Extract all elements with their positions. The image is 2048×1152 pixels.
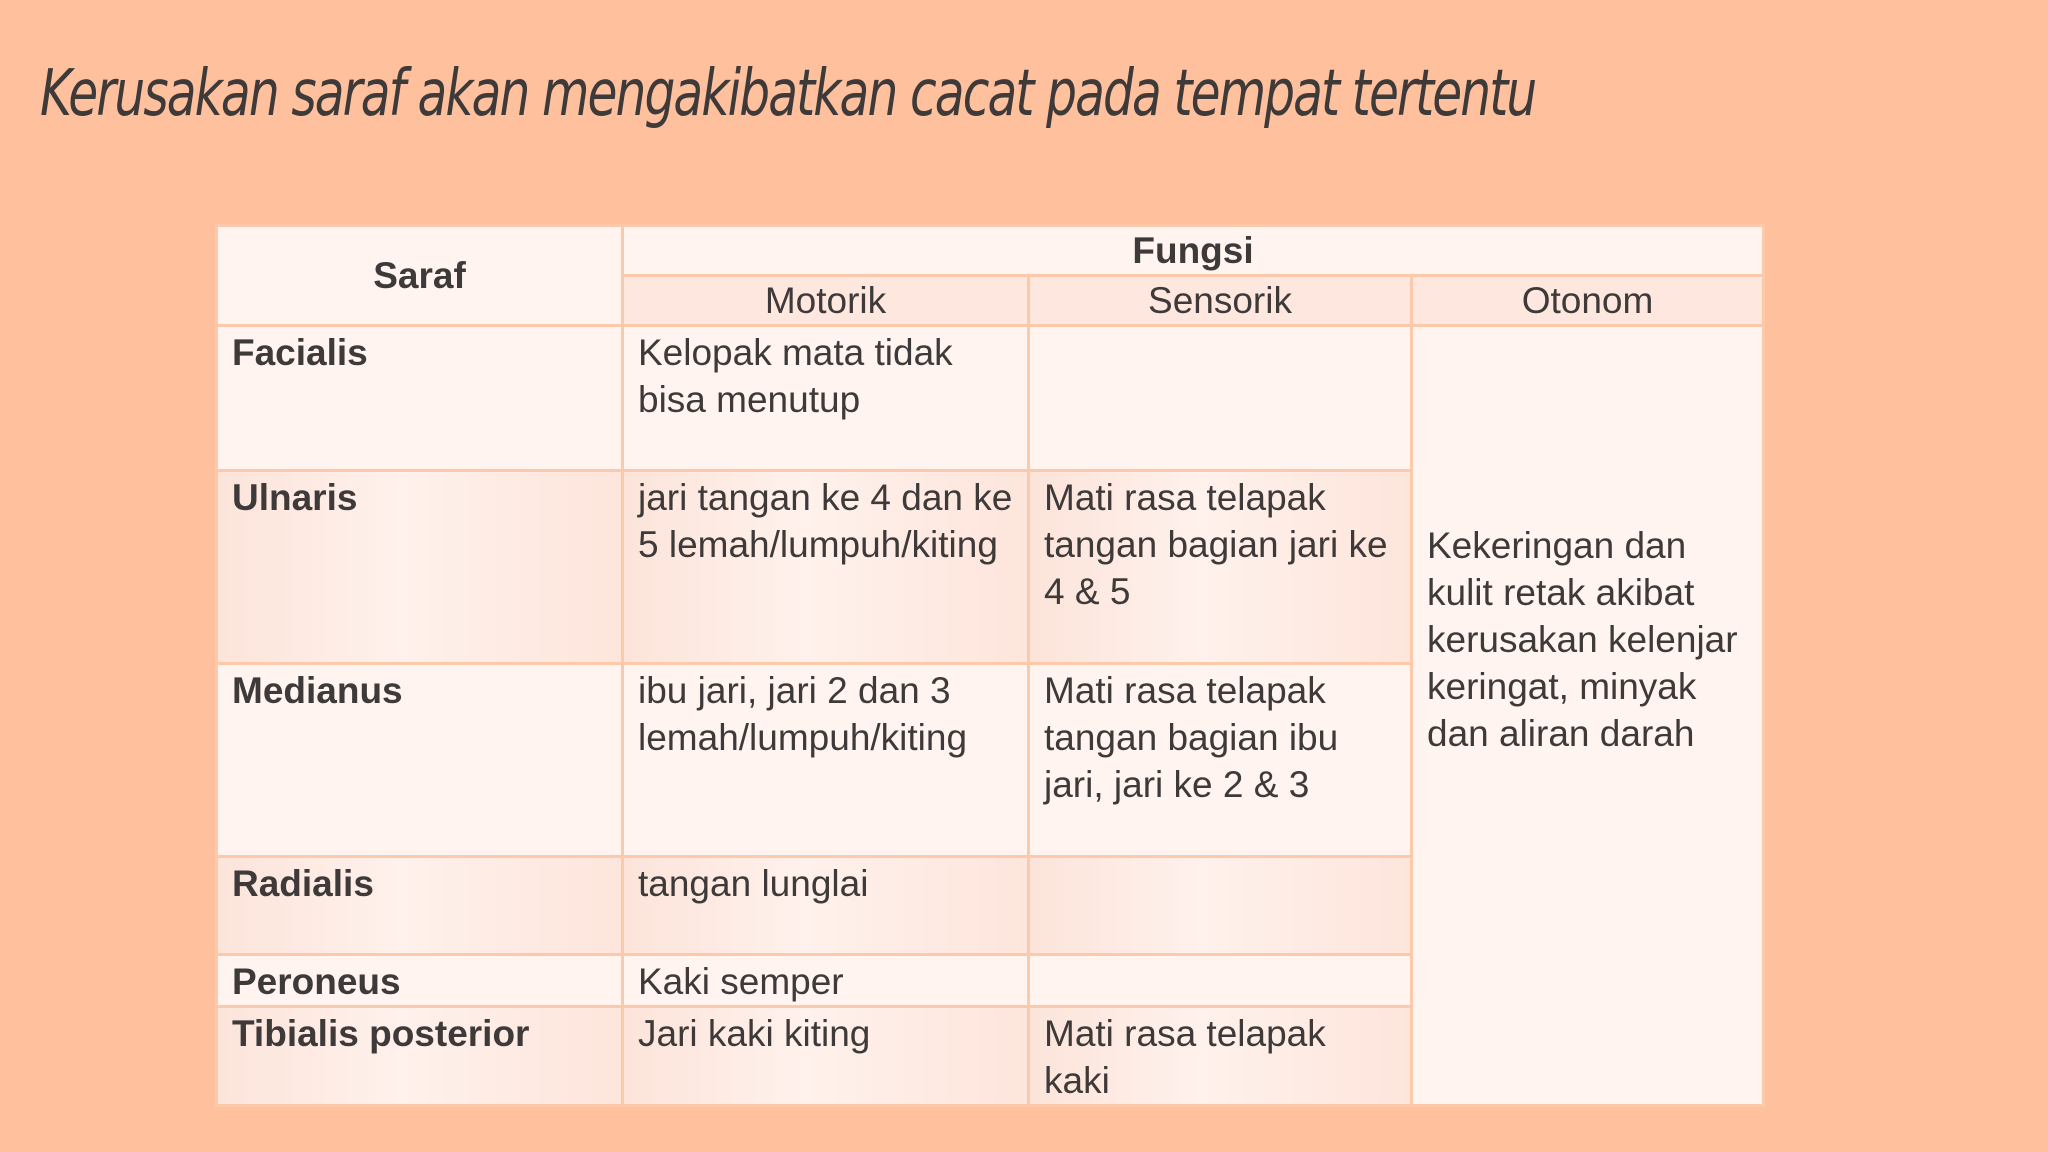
cell-sensorik: Mati rasa telapak tangan bagian ibu jari, jari ke 2 & 3 <box>1029 664 1412 857</box>
nerve-function-table-container <box>215 224 1762 1107</box>
header-otonom: Otonom <box>1412 276 1764 326</box>
cell-saraf: Ulnaris <box>217 471 623 664</box>
cell-saraf: Tibialis posterior <box>217 1007 623 1106</box>
cell-motorik: Kaki semper <box>623 955 1029 1007</box>
otonom-text: Kekeringan dan kulit retak akibat kerusakan kelenjar keringat, minyak dan aliran darah <box>1427 525 1738 754</box>
cell-sensorik <box>1029 326 1412 471</box>
cell-saraf: Facialis <box>217 326 623 471</box>
cell-motorik: Kelopak mata tidak bisa menutup <box>623 326 1029 471</box>
cell-saraf: Peroneus <box>217 955 623 1007</box>
header-saraf: Saraf <box>217 226 623 326</box>
cell-otonom <box>1412 326 1764 1106</box>
cell-saraf: Medianus <box>217 664 623 857</box>
header-sensorik: Sensorik <box>1029 276 1412 326</box>
header-motorik: Motorik <box>623 276 1029 326</box>
slide-title: Kerusakan saraf akan mengakibatkan cacat pada tempat tertentu <box>40 57 1536 131</box>
header-fungsi: Fungsi <box>623 226 1764 276</box>
cell-motorik: ibu jari, jari 2 dan 3 lemah/lumpuh/kiting <box>623 664 1029 857</box>
cell-sensorik: Mati rasa telapak kaki <box>1029 1007 1412 1106</box>
cell-sensorik <box>1029 857 1412 955</box>
table-row-facialis <box>217 326 1764 471</box>
cell-saraf: Radialis <box>217 857 623 955</box>
cell-motorik: Jari kaki kiting <box>623 1007 1029 1106</box>
nerve-function-table <box>215 224 1765 1107</box>
cell-sensorik <box>1029 955 1412 1007</box>
cell-motorik: jari tangan ke 4 dan ke 5 lemah/lumpuh/kiting <box>623 471 1029 664</box>
cell-motorik: tangan lunglai <box>623 857 1029 955</box>
cell-sensorik: Mati rasa telapak tangan bagian jari ke 4 & 5 <box>1029 471 1412 664</box>
